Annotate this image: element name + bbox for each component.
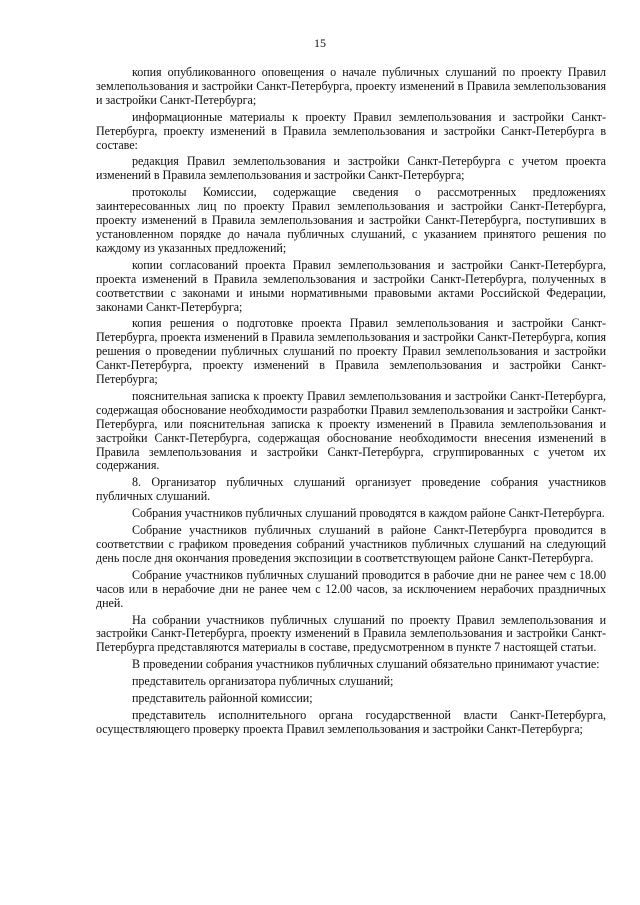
page-number: 15 [314, 36, 326, 50]
paragraph-mandatory-participants: В проведении собрания участников публичных слушаний обязательно принимают участие: [132, 657, 600, 672]
paragraph-decision-copy: копия решения о подготовке проекта Правил землепользования и застройки Санкт-Петербурга, проекта изменений в Правила землепользования и застройки Санкт-Петербурга, копия решения о проведении публичных слушаний по проекту Правил землепользования и застройки Санкт-Петербурга, проекту изменений в Правила землепользования и застройки Санкт-Петербурга; [96, 316, 606, 387]
paragraph-meetings-each-district: Собрания участников публичных слушаний проводятся в каждом районе Санкт-Петербурга. [132, 506, 605, 521]
paragraph-item-8-meeting: 8. Организатор публичных слушаний организует проведение собрания участников публичных слушаний. [96, 475, 606, 504]
paragraph-meeting-schedule: Собрание участников публичных слушаний в районе Санкт-Петербурга проводится в соответствии с графиком проведения собраний участников публичных слушаний на следующий день после дня окончания проведения экспозиции в соответствующем районе Санкт-Петербурга. [96, 523, 606, 565]
paragraph-meeting-materials: На собрании участников публичных слушаний по проекту Правил землепользования и застройки Санкт-Петербурга, проекту изменений в Правила землепользования и застройки Санкт-Петербурга представляются материалы в составе, предусмотренном в пункте 7 настоящей статьи. [96, 612, 606, 655]
paragraph-published-notice-copy: копия опубликованного оповещения о начале публичных слушаний по проекту Правил землепользования и застройки Санкт-Петербурга, проекту изменений в Правила землепользования и застройки Санкт-Петербурга; [96, 65, 606, 107]
paragraph-meeting-hours: Собрание участников публичных слушаний проводится в рабочие дни не ранее чем с 18.00 часов или в нерабочие дни не ранее чем с 12.00 часов, за исключением нерабочих праздничных дней. [96, 567, 606, 610]
document-body [96, 66, 606, 740]
paragraph-district-commission-representative: представитель районной комиссии; [132, 691, 313, 706]
paragraph-executive-body-representative: представитель исполнительного органа государственной власти Санкт-Петербурга, осуществляющего проверку проекта Правил землепользования и застройки Санкт-Петербурга; [96, 707, 606, 736]
paragraph-explanatory-note: пояснительная записка к проекту Правил землепользования и застройки Санкт-Петербурга, содержащая обоснование необходимости разработки Правил землепользования и застройки Санкт-Петербурга, или пояснительная записка к проекту изменений в Правила землепользования и застройки Санкт-Петербурга, содержащая обоснование необходимости внесения изменений в Правила землепользования и застройки Санкт-Петербурга, сгруппированных с учетом их содержания. [96, 388, 606, 473]
paragraph-information-materials: информационные материалы к проекту Правил землепользования и застройки Санкт-Петербурга, проекту изменений в Правила землепользования и застройки Санкт-Петербурга в составе: [96, 109, 606, 152]
paragraph-rules-edition: редакция Правил землепользования и застройки Санкт-Петербурга с учетом проекта изменений в Правила землепользования и застройки Санкт-Петербурга; [96, 154, 606, 183]
paragraph-approval-copies: копии согласований проекта Правил землепользования и застройки Санкт-Петербурга, проекта изменений в Правила землепользования и застройки Санкт-Петербурга, полученных в соответствии с законами и иными нормативными правовыми актами Российской Федерации, законами Санкт-Петербурга; [96, 257, 606, 314]
paragraph-organizer-representative: представитель организатора публичных слушаний; [132, 674, 394, 689]
paragraph-commission-protocols: протоколы Комиссии, содержащие сведения о рассмотренных предложениях заинтересованных лиц по проекту Правил землепользования и застройки Санкт-Петербурга, проекту изменений в Правила землепользования и застройки Санкт-Петербурга, поступивших в установленном порядке до начала публичных слушаний, с указанием принятого решения по каждому из указанных предложений; [96, 185, 606, 255]
